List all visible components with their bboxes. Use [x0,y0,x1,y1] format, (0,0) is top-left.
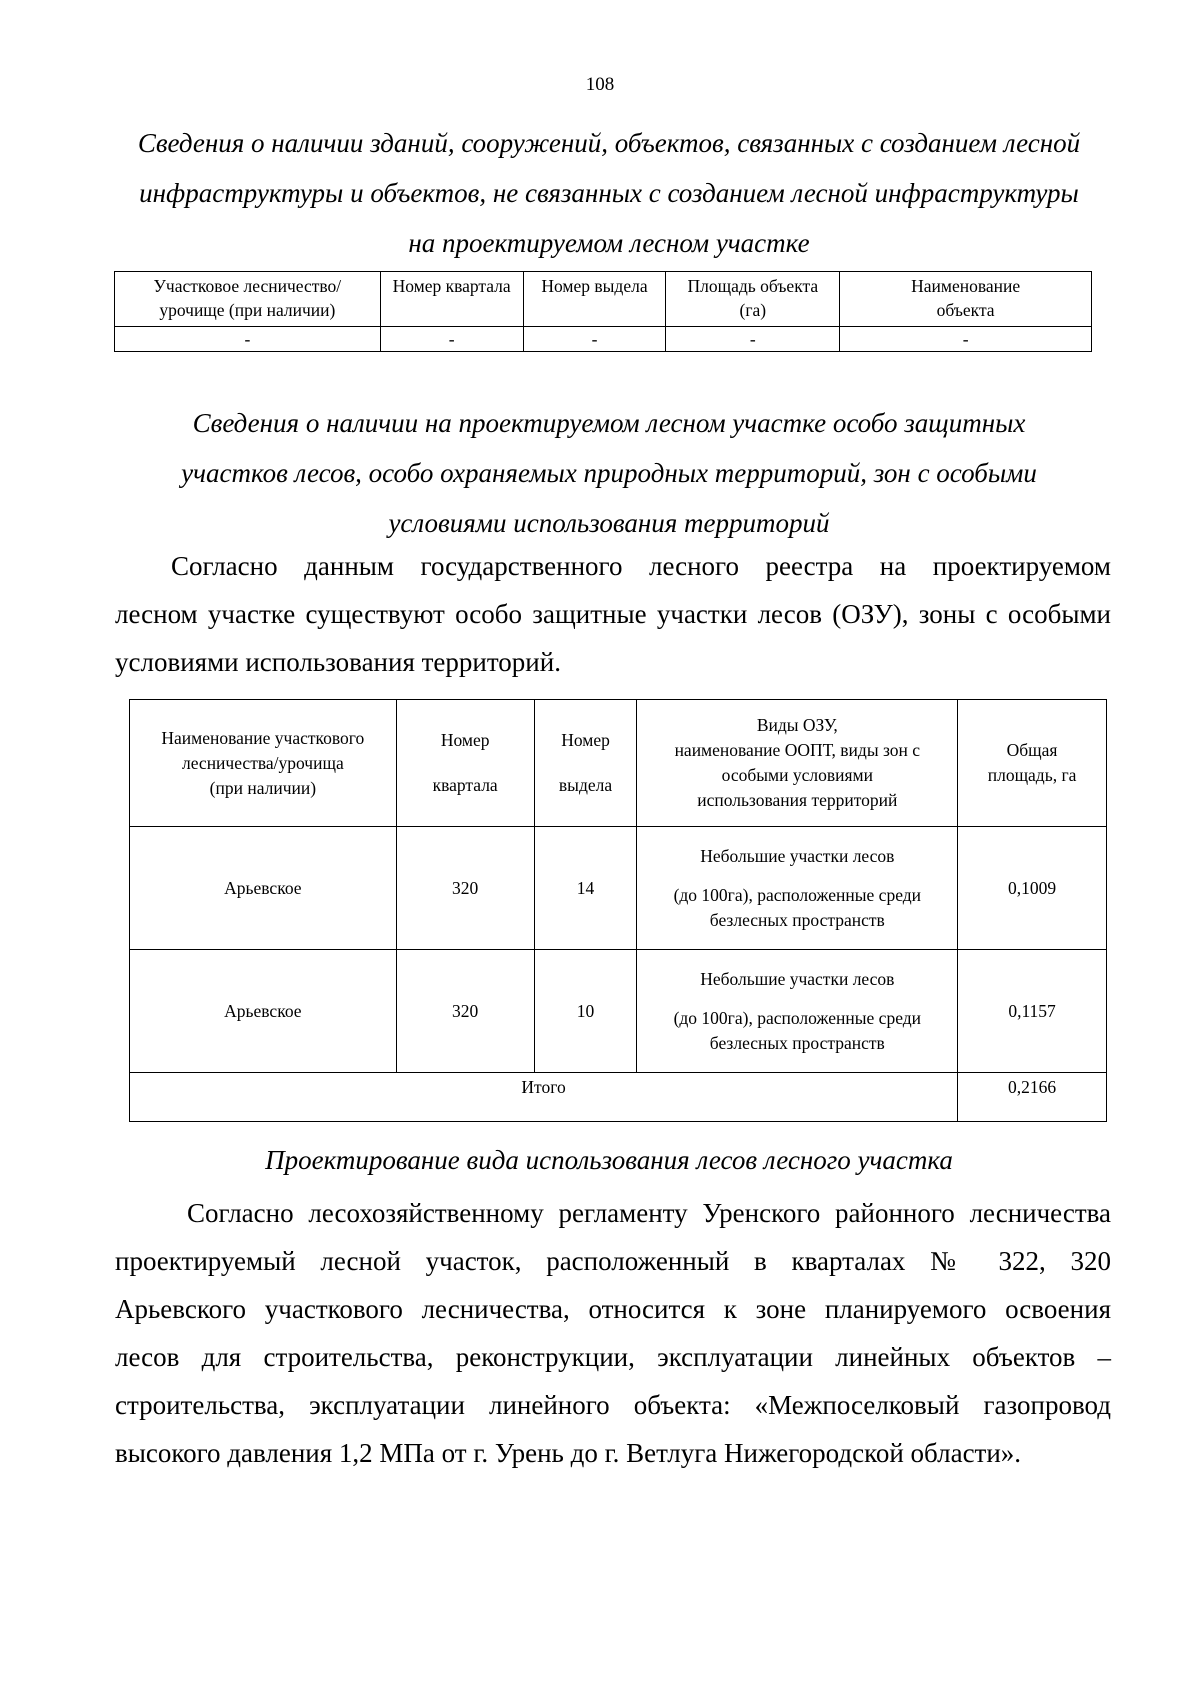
cell-allotment: 14 [534,827,637,950]
header-text: Общая [1006,740,1058,760]
heading-line: участков лесов, особо охраняемых природных территорий, зон с особыми [181,458,1037,488]
header-text: Участковое лесничество/ [153,276,342,296]
cell-zone-type [637,827,958,950]
cell-quarter: 320 [396,827,534,950]
header-text: Номер [440,730,490,750]
cell-area: 0,1009 [958,827,1107,950]
paragraph-line: лесном участке существуют особо защитные участки лесов (ОЗУ), зоны с особыми [115,599,1111,629]
header-text: Номер [561,730,610,750]
cell-text: Небольшие участки лесов [700,968,895,989]
header-forestry [115,272,381,327]
section-heading-forest-use [112,1135,1106,1185]
heading-line: на проектируемом лесном участке [408,228,810,258]
table-total-row [130,1073,1107,1122]
header-zone-type [637,700,958,827]
header-text: Номер квартала [392,276,511,296]
header-text: Наименование [911,276,1021,296]
cell-allotment: 10 [534,950,637,1073]
cell-zone-type [637,950,958,1073]
paragraph-line: условиями использования территорий. [115,647,561,677]
paragraph-line: Согласно лесохозяйственному регламенту Уренского районного лесничества [187,1198,1111,1228]
header-total-area [958,700,1107,827]
header-allotment [523,272,666,327]
buildings-table [114,271,1092,352]
heading-line: инфраструктуры и объектов, не связанных с созданием лесной инфраструктуры [139,178,1079,208]
header-quarter [396,700,534,827]
table-cell: - [523,327,666,352]
header-object-name [840,272,1092,327]
heading-line: Сведения о наличии зданий, сооружений, объектов, связанных с созданием лесной [137,128,1081,158]
paragraph-line: лесов для строительства, реконструкции, эксплуатации линейных объектов – [115,1342,1111,1372]
cell-area: 0,1157 [958,950,1107,1073]
cell-forestry: Арьевское [130,950,397,1073]
heading-line: условиями использования территорий [388,508,830,538]
protected-areas-table [129,699,1107,1122]
table-header-row [115,272,1092,327]
header-quarter [380,272,523,327]
paragraph-line: проектируемый лесной участок, расположенный в кварталах № 322, 320 [115,1246,1111,1276]
header-text: объекта [936,300,995,320]
table-cell: - [115,327,381,352]
cell-forestry: Арьевское [130,827,397,950]
header-text: урочище (при наличии) [159,300,336,320]
section-heading-buildings [112,118,1106,268]
paragraph-line: Арьевского участкового лесничества, относится к зоне планируемого освоения [115,1294,1111,1324]
cell-text: безлесных пространств [709,1032,885,1053]
header-text: наименование ООПТ, виды зон с [674,740,921,760]
cell-text: безлесных пространств [709,909,885,930]
header-text: площадь, га [987,765,1077,785]
header-text: Виды ОЗУ, [756,715,838,735]
table-row [130,950,1107,1073]
header-text: (га) [739,300,767,320]
paragraph-line: строительства, эксплуатации линейного объекта: «Межпоселковый газопровод [115,1390,1111,1420]
cell-quarter: 320 [396,950,534,1073]
page-number: 108 [585,74,615,95]
total-label: Итого [130,1073,958,1122]
header-text: использования территорий [697,790,898,810]
table-cell: - [380,327,523,352]
header-text: выдела [558,775,613,795]
table-cell: - [840,327,1092,352]
heading-line: Проектирование вида использования лесов лесного участка [265,1145,953,1175]
header-text: особыми условиями [721,765,873,785]
paragraph-line: Согласно данным государственного лесного реестра на проектируемом [171,551,1111,581]
table-row [115,327,1092,352]
header-text: Номер выдела [541,276,648,296]
header-text: Наименование участкового [161,727,365,748]
header-allotment [534,700,637,827]
cell-text: (до 100га), расположенные среди [673,884,922,905]
table-row [130,827,1107,950]
table-header-row [130,700,1107,827]
heading-line: Сведения о наличии на проектируемом лесном участке особо защитных [192,408,1026,438]
header-text: квартала [432,775,498,795]
header-text: лесничества/урочища [181,752,344,773]
regulation-paragraph [115,1189,1111,1477]
paragraph-line: высокого давления 1,2 МПа от г. Урень до г. Ветлуга Нижегородской области». [115,1438,1022,1468]
cell-text: (до 100га), расположенные среди [673,1007,922,1028]
header-text: Площадь объекта [687,276,819,296]
header-forestry [130,700,397,827]
header-text: (при наличии) [209,777,317,798]
header-area [666,272,840,327]
registry-paragraph [115,542,1111,686]
table-cell: - [666,327,840,352]
section-heading-protected-areas [112,398,1106,548]
cell-text: Небольшие участки лесов [700,845,895,866]
total-value: 0,2166 [958,1073,1107,1122]
